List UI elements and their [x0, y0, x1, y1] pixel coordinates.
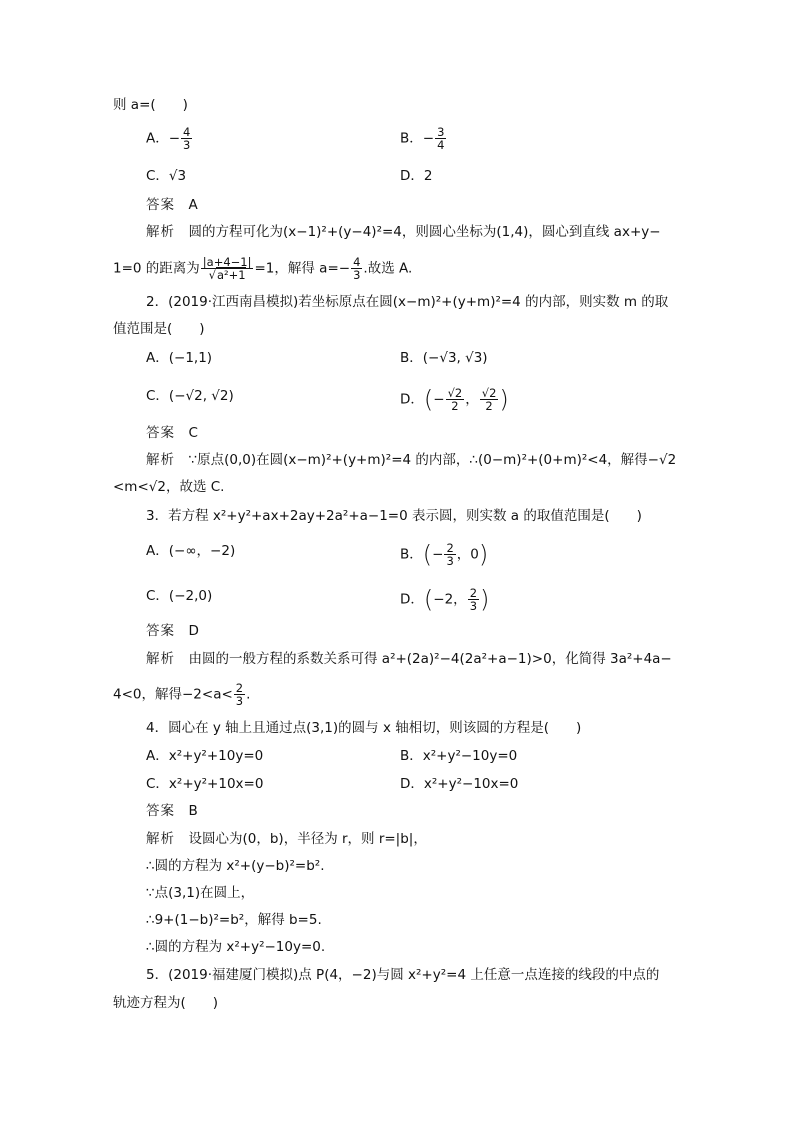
- q2-analysis-line2: <m<√2，故选 C.: [113, 479, 225, 495]
- q1-answer-line: [146, 196, 198, 214]
- q1-option-c: C．√3: [146, 168, 187, 184]
- text: 4<0，解得−2<a<: [113, 686, 233, 703]
- right-paren: ): [478, 540, 489, 569]
- denominator: √a²+1: [208, 268, 246, 282]
- q4-answer: B: [188, 803, 198, 819]
- denominator: 4: [437, 138, 445, 152]
- q1-analysis-line1: [146, 223, 661, 241]
- q1-option-b: [400, 126, 447, 151]
- denominator: 3: [353, 268, 361, 282]
- left-paren: (: [423, 585, 434, 614]
- text: .故选 A.: [363, 260, 413, 277]
- numerator: √2: [481, 386, 497, 400]
- q3-answer-line: [146, 622, 199, 640]
- q4-option-c: C．x²+y²+10x=0: [146, 776, 264, 792]
- q2-answer: C: [188, 425, 198, 441]
- q4-analysis-text: 设圆心为(0，b)，半径为 r，则 r=|b|，: [188, 831, 427, 847]
- denominator: 3: [446, 554, 454, 568]
- q5-stem-line2: 轨迹方程为( ): [113, 995, 219, 1011]
- analysis-label: 解析: [146, 651, 175, 667]
- answer-label: 答案: [146, 197, 175, 213]
- text: .: [246, 686, 251, 703]
- q4-analysis-line2: ∴圆的方程为 x²+(y−b)²=b².: [146, 858, 325, 874]
- q3-option-c: C．(−2,0): [146, 588, 213, 604]
- numerator: 4: [353, 255, 361, 269]
- fraction: [181, 126, 192, 151]
- text: 1=0 的距离为: [113, 260, 200, 277]
- analysis-label: 解析: [146, 224, 175, 240]
- answer-label: 答案: [146, 803, 175, 819]
- q2-stem-line2: 值范围是( ): [113, 321, 205, 337]
- left-paren: (: [422, 540, 433, 569]
- option-a-prefix: A．−: [146, 130, 181, 147]
- q3-option-b: B．(− $\frac{2}{3}$ ，0): [400, 540, 489, 569]
- q5-stem-line1: 5．(2019·福建厦门模拟)点 P(4，−2)与圆 x²+y²=4 上任意一点连接的线段的中点的: [146, 967, 660, 983]
- denominator: 2: [485, 399, 493, 413]
- q2-option-d: D．(− $\frac{√2}{2}$ ， $\frac{√2}{2}$ ): [400, 385, 509, 414]
- numerator: √2: [447, 386, 463, 400]
- q1-analysis-text: 圆的方程可化为(x−1)²+(y−4)²=4，则圆心坐标为(1,4)，圆心到直线 ax+y−: [188, 224, 661, 240]
- option-b-prefix: B．−: [400, 130, 435, 147]
- q2-analysis-text: ∵原点(0,0)在圆(x−m)²+(y+m)²=4 的内部，∴(0−m)²+(0+m)²<4，解得−√2: [188, 452, 677, 468]
- q2-stem-line1: 2．(2019·江西南昌模拟)若坐标原点在圆(x−m)²+(y+m)²=4 的内部，则实数 m 的取: [146, 294, 669, 310]
- q2-option-c: C．(−√2, √2): [146, 388, 234, 404]
- left-paren: (: [423, 385, 434, 414]
- q3-analysis-line2: [113, 682, 250, 707]
- option-d-prefix: D．: [400, 391, 424, 408]
- fraction: [351, 256, 362, 281]
- q4-answer-line: [146, 802, 198, 820]
- answer-label: 答案: [146, 623, 175, 639]
- q1-analysis-line2: [113, 256, 412, 281]
- q2-option-b: B．(−√3, √3): [400, 350, 488, 366]
- denominator: 3: [235, 694, 244, 708]
- numerator: 2: [469, 586, 478, 600]
- numerator: 3: [437, 125, 445, 139]
- analysis-label: 解析: [146, 831, 175, 847]
- q1-option-d: D．2: [400, 168, 433, 184]
- radicand: a²+1: [216, 268, 246, 282]
- option-d-prefix: D．: [400, 591, 424, 608]
- right-paren: ): [480, 585, 490, 614]
- fraction: [480, 387, 499, 412]
- numerator: 2: [446, 541, 454, 555]
- q3-analysis-line1: [146, 650, 672, 668]
- q1-stem: 则 a=( ): [113, 97, 188, 113]
- q3-stem: 3．若方程 x²+y²+ax+2ay+2a²+a−1=0 表示圆，则实数 a 的取值范围是( ): [146, 508, 642, 524]
- q3-analysis-text: 由圆的一般方程的系数关系可得 a²+(2a)²−4(2a²+a−1)>0，化简得 3a²+4a−: [188, 651, 672, 667]
- q1-answer: A: [188, 197, 198, 213]
- option-b-prefix: B．: [400, 546, 423, 563]
- fraction: [446, 387, 465, 412]
- q4-option-a: A．x²+y²+10y=0: [146, 748, 264, 764]
- numerator: 4: [183, 125, 191, 139]
- q2-answer-line: [146, 424, 198, 442]
- text: =1，解得 a=−: [254, 260, 351, 277]
- denominator: 3: [183, 138, 191, 152]
- fraction: [444, 542, 455, 567]
- denominator: 3: [469, 599, 478, 613]
- analysis-label: 解析: [146, 452, 175, 468]
- fraction: [468, 587, 479, 612]
- q4-option-b: B．x²+y²−10y=0: [400, 748, 518, 764]
- answer-label: 答案: [146, 425, 175, 441]
- q2-option-a: A．(−1,1): [146, 350, 213, 366]
- q4-stem: 4．圆心在 y 轴上且通过点(3,1)的圆与 x 轴相切，则该圆的方程是( ): [146, 720, 582, 736]
- numerator: |a+4−1|: [202, 255, 252, 269]
- q4-analysis-line5: ∴圆的方程为 x²+y²−10y=0.: [146, 939, 326, 955]
- denominator: 2: [451, 399, 459, 413]
- q1-option-a: [146, 126, 193, 151]
- right-paren: ): [499, 385, 509, 414]
- q3-option-a: A．(−∞，−2): [146, 543, 236, 559]
- q4-analysis-line4: ∴9+(1−b)²=b²，解得 b=5.: [146, 912, 322, 928]
- q4-analysis-line3: ∵点(3,1)在圆上，: [146, 885, 255, 901]
- distance-fraction: [201, 256, 254, 281]
- q4-option-d: D．x²+y²−10x=0: [400, 776, 519, 792]
- numerator: 2: [235, 681, 244, 695]
- q3-answer: D: [188, 623, 199, 639]
- fraction: [234, 682, 245, 707]
- q3-option-d: D．(−2， $\frac{2}{3}$ ): [400, 585, 490, 614]
- q2-analysis-line1: [146, 451, 676, 469]
- fraction: [435, 126, 446, 151]
- q4-analysis-line1: [146, 830, 427, 848]
